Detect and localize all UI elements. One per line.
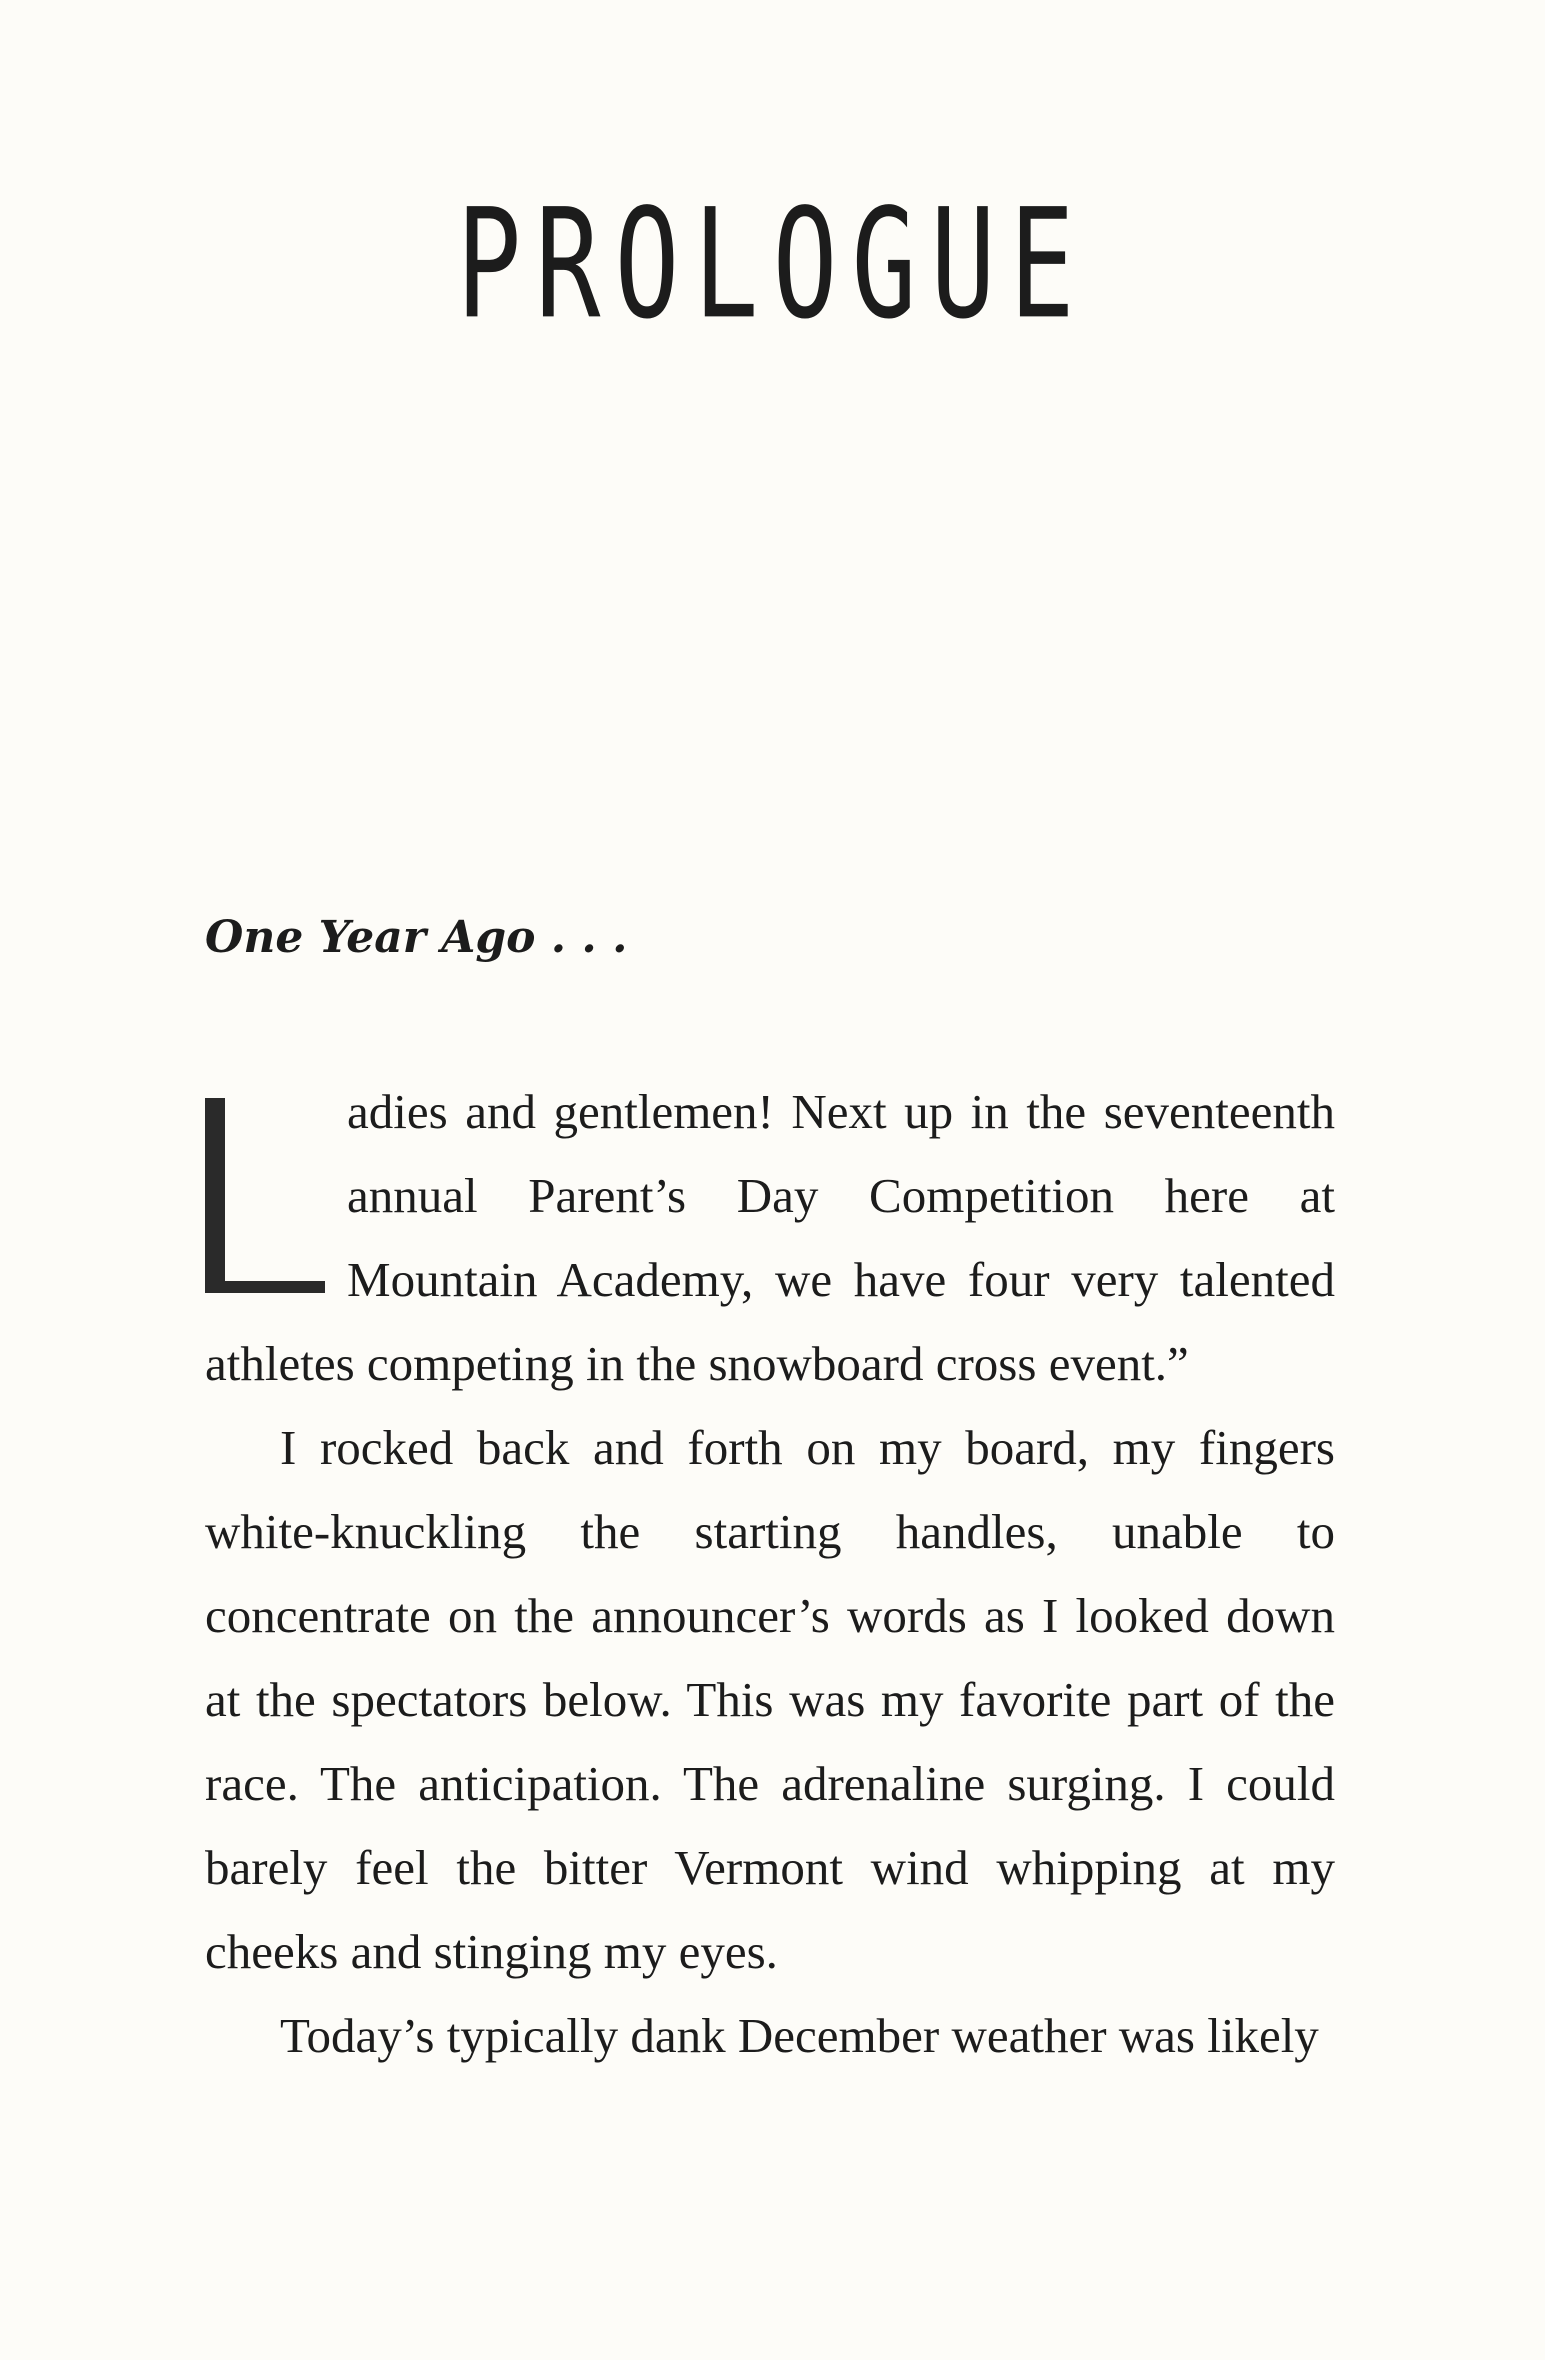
drop-cap xyxy=(205,1098,325,1293)
paragraph-2: I rocked back and forth on my board, my fingers white-knuckling the starting handles, unable to concentrate on the announcer’s words as I looked down at the spectators below. This was my favorite part of the race. The anticipation. The adrenaline surging. I could barely feel the bitter Vermont wind whipping at my cheeks and stinging my eyes. xyxy=(205,1420,1335,1979)
paragraph-3: Today’s typically dank December weather was likely xyxy=(280,2008,1319,2063)
paragraph-1 xyxy=(205,1070,1335,1406)
body-text xyxy=(205,1070,1335,2078)
section-heading: One Year Ago . . . xyxy=(205,912,628,963)
paragraph-1-text: adies and gentlemen! Next up in the seventeenth annual Parent’s Day Competition here at Mountain Academy, we have four very talented athletes competing in the snowboard cross event.” xyxy=(205,1084,1335,1391)
chapter-title: PROLOGUE xyxy=(456,177,1089,353)
